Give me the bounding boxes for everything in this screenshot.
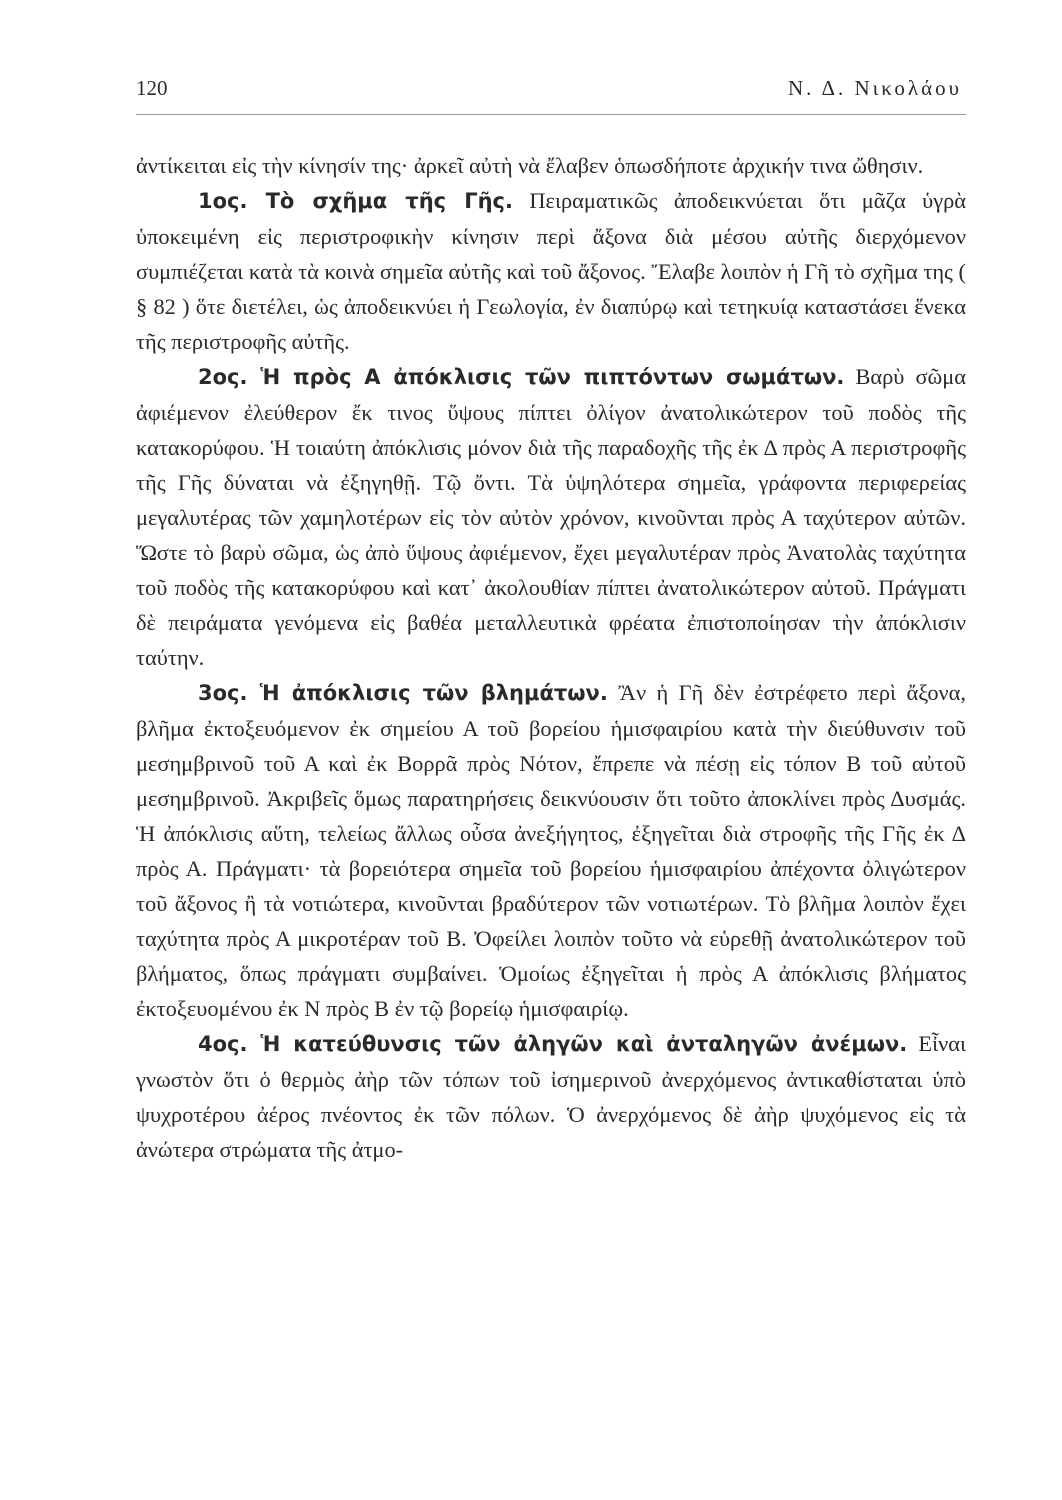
paragraph-text: Βαρὺ σῶμα ἀφιέμενον ἐλεύθερον ἔκ τινος ὕψους πίπτει ὀλίγον ἀνατολικώτερον τοῦ ποδὸς τῆς κατακορύφου. Ἡ τοιαύτη ἀπόκλισις μόνον διὰ τῆς παραδοχῆς τῆς ἐκ Δ πρὸς Α περιστροφῆς τῆς Γῆς δύναται νὰ ἐξηγηθῇ. Τῷ ὄντι. Τὰ ὑψηλότερα σημεῖα, γράφοντα περιφερείας μεγαλυτέρας τῶν χαμηλοτέρων εἰς τὸν αὐτὸν χρόνον, κινοῦνται πρὸς Α ταχύτερον αὐτῶν. Ὥστε τὸ βαρὺ σῶμα, ὡς ἀπὸ ὕψους ἀφιέμενον, ἔχει μεγαλυτέραν πρὸς Ἀνατολὰς ταχύτητα τοῦ ποδὸς τῆς κατακορύφου καὶ κατ᾽ ἀκολουθίαν πίπτει ἀνατολικώτερον αὐτοῦ. Πράγματι δὲ πειράματα γενόμενα εἰς βαθέα μεταλλευτικὰ φρέατα ἐπιστοποίησαν τὴν ἀπόκλισιν ταύτην.: [136, 364, 967, 670]
paragraph-projectiles: [136, 675, 966, 1026]
body-text: [136, 148, 966, 1167]
paragraph-earth-shape: [136, 183, 966, 359]
running-header: [136, 76, 966, 106]
header-rule: [136, 114, 966, 115]
paragraph-text: Ἂν ἡ Γῆ δὲν ἐστρέφετο περὶ ἄξονα, βλῆμα ἐκτοξευόμενον ἐκ σημείου Α τοῦ βορείου ἡμισφαιρίου κατὰ τὴν διεύθυνσιν τοῦ μεσημβρινοῦ τοῦ Α καὶ ἐκ Βορρᾶ πρὸς Νότον, ἔπρεπε νὰ πέσῃ εἰς τόπον Β τοῦ αὐτοῦ μεσημβρινοῦ. Ἀκριβεῖς ὅμως παρατηρήσεις δεικνύουσιν ὅτι τοῦτο ἀποκλίνει πρὸς Δυσμάς. Ἡ ἀπόκλισις αὕτη, τελείως ἄλλως οὖσα ἀνεξήγητος, ἐξηγεῖται διὰ στροφῆς τῆς Γῆς ἐκ Δ πρὸς Α. Πράγματι· τὰ βορειότερα σημεῖα τοῦ βορείου ἡμισφαιρίου ἀπέχοντα ὀλιγώτερον τοῦ ἄξονος ἢ τὰ νοτιώτερα, κινοῦνται βραδύτερον τῶν νοτιωτέρων. Τὸ βλῆμα λοιπὸν ἔχει ταχύτητα πρὸς Α μικροτέραν τοῦ Β. Ὀφείλει λοιπὸν τοῦτο νὰ εὑρεθῇ ἀνατολικώτερον τοῦ βλήματος, ὅπως πράγματι συμβαίνει. Ὁμοίως ἐξηγεῖται ἡ πρὸς Α ἀπόκλισις βλήματος ἐκτοξευομένου ἐκ Ν πρὸς Β ἐν τῷ βορείῳ ἡμισφαιρίῳ.: [136, 680, 966, 1021]
paragraph-intro: [136, 148, 966, 183]
section-heading: 1ος. Τὸ σχῆμα τῆς Γῆς.: [198, 189, 513, 213]
paragraph-falling-bodies: [136, 359, 966, 675]
paragraph-text: Πειραματικῶς ἀποδεικνύεται ὅτι μᾶζα ὑγρὰ ὑποκειμένη εἰς περιστροφικὴν κίνησιν περὶ ἄξονα διὰ μέσου αὐτῆς διερχόμενον συμπιέζεται κατὰ τὰ κοινὰ σημεῖα αὐτῆς καὶ τοῦ ἄξονος. Ἔλαβε λοιπὸν ἡ Γῆ τὸ σχῆμα της ( § 82 ) ὅτε διετέλει, ὡς ἀποδεικνύει ἡ Γεωλογία, ἐν διαπύρῳ καὶ τετηκυίᾳ καταστάσει ἕνεκα τῆς περιστροφῆς αὐτῆς.: [136, 188, 967, 354]
paragraph-text: ἀντίκειται εἰς τὴν κίνησίν της· ἀρκεῖ αὐτὴ νὰ ἔλαβεν ὁπωσδήποτε ἀρχικήν τινα ὤθησιν.: [136, 153, 924, 178]
running-author: Ν. Δ. Νικολάου: [787, 76, 962, 100]
section-heading: 2ος. Ἡ πρὸς Α ἀπόκλισις τῶν πιπτόντων σωμάτων.: [198, 365, 845, 389]
paragraph-trade-winds: [136, 1026, 966, 1167]
section-heading: 3ος. Ἡ ἀπόκλισις τῶν βλημάτων.: [198, 681, 608, 705]
section-heading: 4ος. Ἡ κατεύθυνσις τῶν ἀληγῶν καὶ ἀνταληγῶν ἀνέμων.: [198, 1032, 908, 1056]
page-number: 120: [136, 76, 168, 100]
paragraph-text: Εἶναι γνωστὸν ὅτι ὁ θερμὸς ἀὴρ τῶν τόπων τοῦ ἰσημερινοῦ ἀνερχόμενος ἀντικαθίσταται ὑπὸ ψυχροτέρου ἀέρος πνέοντος ἐκ τῶν πόλων. Ὁ ἀνερχόμενος δὲ ἀὴρ ψυχόμενος εἰς τὰ ἀνώτερα στρώματα τῆς ἀτμο-: [136, 1031, 966, 1162]
